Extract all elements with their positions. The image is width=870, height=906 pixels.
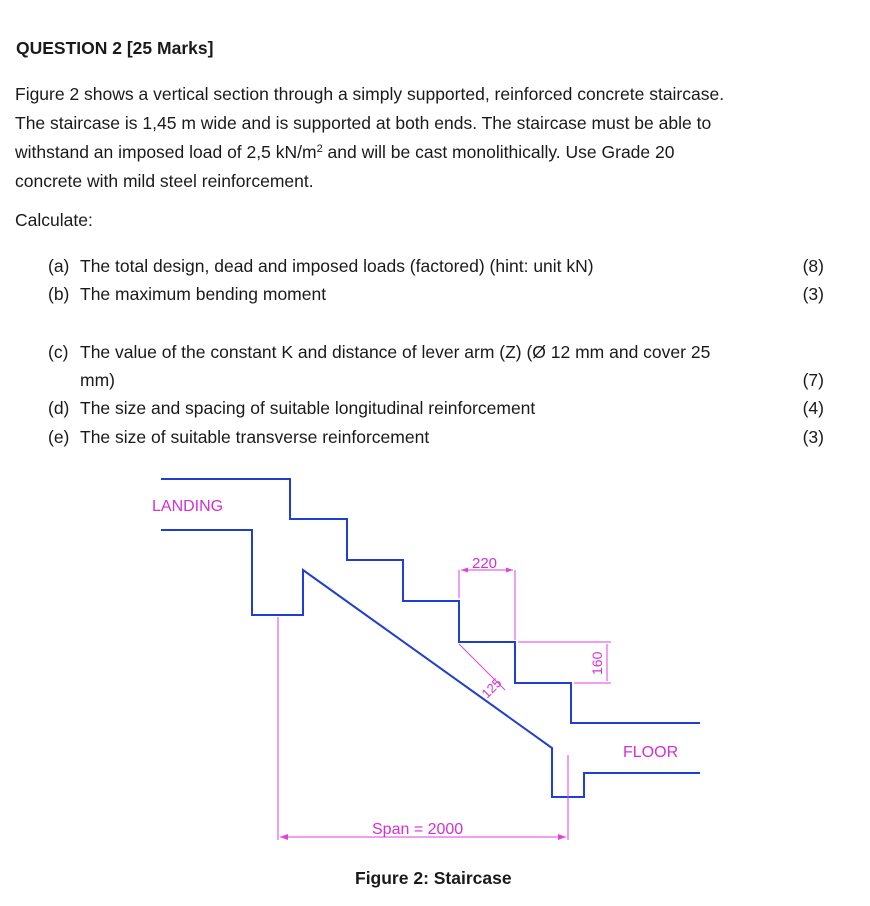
paragraph-line-1: Figure 2 shows a vertical section through a simply supported, reinforced concrete staircase. — [15, 84, 725, 104]
span-label: Span = 2000 — [372, 821, 464, 838]
span-arrow-right — [558, 834, 566, 840]
floor-label: FLOOR — [623, 744, 679, 761]
item-e-text: The size of suitable transverse reinforcement — [80, 427, 430, 447]
item-c-continuation: mm) — [80, 370, 115, 390]
item-d-marks: (4) — [802, 398, 824, 418]
calculate-label: Calculate: — [15, 210, 93, 230]
question-paragraph — [15, 80, 845, 196]
paragraph-line-2: The staircase is 1,45 m wide and is supported at both ends. The staircase must be able to — [15, 113, 712, 133]
item-a-text: The total design, dead and imposed loads (factored) (hint: unit kN) — [80, 256, 594, 276]
item-a — [48, 256, 594, 277]
item-b — [48, 284, 326, 305]
item-c-label: (c) — [48, 342, 69, 362]
question-title: QUESTION 2 [25 Marks] — [16, 38, 214, 58]
paragraph-line-3-start: withstand an imposed load of 2,5 kN/m — [15, 142, 317, 162]
item-d — [48, 398, 535, 419]
item-c-text: The value of the constant K and distance of lever arm (Z) (Ø 12 mm and cover 25 — [80, 342, 711, 362]
item-c — [48, 342, 710, 363]
superscript-2: 2 — [316, 143, 323, 155]
staircase-outline — [161, 479, 700, 797]
item-e-marks: (3) — [802, 427, 824, 447]
landing-label: LANDING — [152, 498, 224, 515]
item-d-text: The size and spacing of suitable longitudinal reinforcement — [80, 398, 536, 418]
item-b-text: The maximum bending moment — [80, 284, 327, 304]
landing-bottom-and-waist — [161, 530, 700, 797]
item-b-label: (b) — [48, 284, 70, 304]
staircase-figure — [0, 460, 870, 860]
riser-dimension-label: 160 — [589, 651, 605, 675]
going-dimension-label: 220 — [472, 555, 498, 572]
item-a-label: (a) — [48, 256, 70, 276]
item-a-marks: (8) — [802, 256, 824, 276]
span-arrow-left — [280, 834, 288, 840]
going-arrow-left — [461, 568, 468, 573]
going-arrow-right — [506, 568, 513, 573]
item-c-marks: (7) — [802, 370, 824, 390]
paragraph-line-3 — [15, 138, 845, 167]
waist-dimension-label: 125 — [478, 675, 505, 702]
item-d-label: (d) — [48, 398, 70, 418]
item-e-label: (e) — [48, 427, 70, 447]
landing-top-and-steps — [161, 479, 700, 723]
dimension-lines — [278, 570, 611, 840]
item-e — [48, 427, 429, 448]
paragraph-line-4: concrete with mild steel reinforcement. — [15, 171, 314, 191]
item-b-marks: (3) — [802, 284, 824, 304]
dimension-arrows — [280, 568, 566, 841]
paragraph-line-3-end: and will be cast monolithically. Use Grade 20 — [322, 142, 675, 162]
figure-caption: Figure 2: Staircase — [355, 868, 512, 888]
